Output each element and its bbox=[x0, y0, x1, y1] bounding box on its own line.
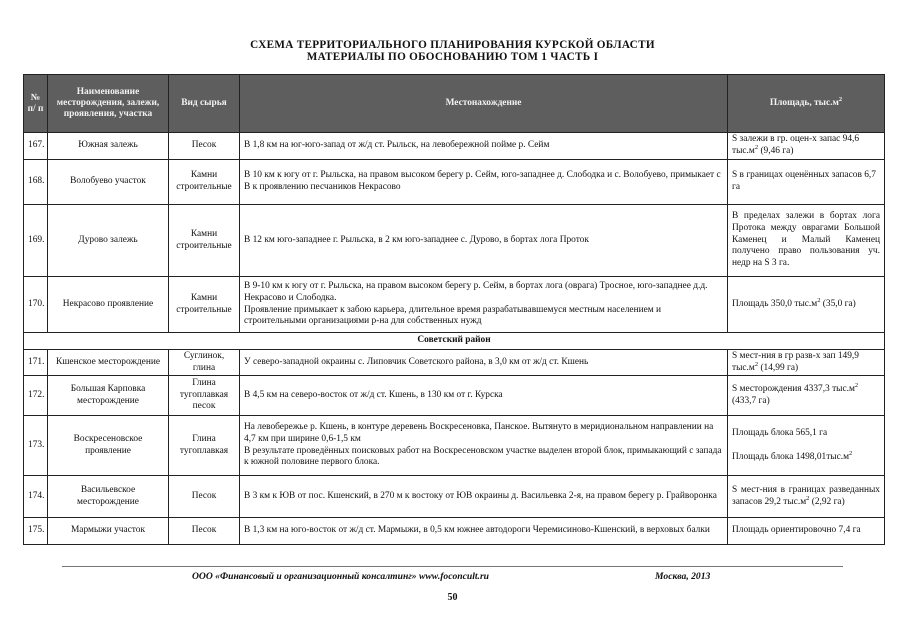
row-num: 171. bbox=[24, 350, 48, 376]
col-header-type: Вид сырья bbox=[169, 75, 240, 133]
section-row bbox=[24, 333, 885, 350]
table-row bbox=[24, 205, 885, 277]
row-area bbox=[728, 416, 885, 476]
row-type: Камни строительные bbox=[169, 160, 240, 205]
row-name: Волобуево участок bbox=[48, 160, 169, 205]
area-line: Площадь блока $1498,01тыс.м^2$ bbox=[732, 449, 853, 462]
table-header-row bbox=[24, 75, 885, 133]
document-subtitle: МАТЕРИАЛЫ ПО ОБОСНОВАНИЮ ТОМ 1 ЧАСТЬ I bbox=[306, 51, 599, 63]
location-line: В результате проведённых поисковых работ на Воскресеновском участке выделен второй блок, примыкающий с запада к южной половине первого блока. bbox=[244, 445, 722, 468]
row-type: Глина тугоплавкая bbox=[169, 416, 240, 476]
row-num: 175. bbox=[24, 518, 48, 545]
footer-organization: ООО «Финансовый и организационный консалтинг» www.foconcult.ru bbox=[192, 571, 490, 582]
row-area: S мест-ния в границах разведанных запасов 29,2 $тыс.м^2$ (2,92 га) bbox=[728, 476, 885, 518]
row-type: Глина тугоплавкая песок bbox=[169, 376, 240, 416]
row-num: 167. bbox=[24, 133, 48, 160]
row-location bbox=[240, 416, 728, 476]
row-name: Южная залежь bbox=[48, 133, 169, 160]
row-area: Площадь ориентировочно 7,4 га bbox=[728, 518, 885, 545]
row-area: S месторождения 4337,3 $тыс.м^2$ (433,7 га) bbox=[728, 376, 885, 416]
row-location: В 1,8 км на юг-юго-запад от ж/д ст. Рыльск, на левобережной пойме р. Сейм bbox=[240, 133, 728, 160]
row-area: В пределах залежи в бортах лога Протока между оврагами Большой Каменец и Малый Каменец получено право пользования уч. недр на S 3 га. bbox=[728, 205, 885, 277]
row-area: S залежи в гр. оцен-х запас 94,6 $тыс.м^2$ (9,46 га) bbox=[728, 133, 885, 160]
row-type: Камни строительные bbox=[169, 277, 240, 333]
row-location: В 1,3 км на юго-восток от ж/д ст. Мармыжи, в 0,5 км южнее автодороги Черемисиново-Кшенский, в верховых балки bbox=[240, 518, 728, 545]
footer-city-year: Москва, 2013 bbox=[655, 571, 711, 582]
location-line: В 9-10 км к югу от г. Рыльска, на правом высоком берегу р. Сейм, в бортах лога (оврага) Тросное, юго-западнее д.д. Некрасово и Слободка. bbox=[244, 280, 708, 303]
location-line: Проявление примыкает к забою карьера, длительное время разрабатывавшемуся местным населением и строительными организациями р-на для собственных нужд bbox=[244, 304, 662, 327]
row-type: Песок bbox=[169, 133, 240, 160]
row-area: S в границах оценённых запасов 6,7 га bbox=[728, 160, 885, 205]
col-header-location: Местонахождение bbox=[240, 75, 728, 133]
table-row bbox=[24, 518, 885, 545]
row-name: Мармыжи участок bbox=[48, 518, 169, 545]
row-num: 174. bbox=[24, 476, 48, 518]
table-row bbox=[24, 277, 885, 333]
section-title: Советский район bbox=[24, 333, 885, 350]
row-type: Суглинок, глина bbox=[169, 350, 240, 376]
row-num: 169. bbox=[24, 205, 48, 277]
row-type: Камни строительные bbox=[169, 205, 240, 277]
area-line: Площадь блока 565,1 га bbox=[732, 427, 828, 438]
row-num: 172. bbox=[24, 376, 48, 416]
col-header-num: № п/ п bbox=[24, 75, 48, 133]
col-header-name: Наименование месторождения, залежи, проявления, участка bbox=[48, 75, 169, 133]
row-name: Большая Карповка месторождение bbox=[48, 376, 169, 416]
row-location bbox=[240, 277, 728, 333]
document-title: СХЕМА ТЕРРИТОРИАЛЬНОГО ПЛАНИРОВАНИЯ КУРСКОЙ ОБЛАСТИ bbox=[250, 39, 655, 51]
table-row bbox=[24, 376, 885, 416]
location-line: На левобережье р. Кшень, в контуре деревень Воскресеновка, Панское. Вытянуто в меридиональном направлении на 4,7 км при ширине 0,6-1,5 км bbox=[244, 421, 714, 444]
row-num: 168. bbox=[24, 160, 48, 205]
table-row bbox=[24, 350, 885, 376]
table-row bbox=[24, 416, 885, 476]
row-location: В 10 км к югу от г. Рыльска, на правом высоком берегу р. Сейм, юго-западнее д. Слободка и с. Волобуево, примыкает с В к проявлению песчаников Некрасово bbox=[240, 160, 728, 205]
row-name: Воскресеновское проявление bbox=[48, 416, 169, 476]
row-name: Дурово залежь bbox=[48, 205, 169, 277]
table-row bbox=[24, 476, 885, 518]
row-area: Площадь 350,0 $тыс.м^2$ (35,0 га) bbox=[728, 277, 885, 333]
page-number: 50 bbox=[447, 592, 458, 603]
row-name: Некрасово проявление bbox=[48, 277, 169, 333]
col-header-area: Площадь, $тыс.м^2$ bbox=[728, 75, 885, 133]
table-row bbox=[24, 133, 885, 160]
row-area: S мест-ния в гр разв-х зап 149,9 $тыс.м^2$ (14,99 га) bbox=[728, 350, 885, 376]
footer-divider bbox=[62, 566, 843, 567]
row-num: 173. bbox=[24, 416, 48, 476]
row-type: Песок bbox=[169, 476, 240, 518]
row-num: 170. bbox=[24, 277, 48, 333]
row-name: Кшенское месторождение bbox=[48, 350, 169, 376]
row-location: У северо-западной окраины с. Липовчик Советского района, в 3,0 км от ж/д ст. Кшень bbox=[240, 350, 728, 376]
table-row bbox=[24, 160, 885, 205]
row-location: В 12 км юго-западнее г. Рыльска, в 2 км юго-западнее с. Дурово, в бортах лога Проток bbox=[240, 205, 728, 277]
row-name: Васильевское месторождение bbox=[48, 476, 169, 518]
deposits-table bbox=[23, 74, 885, 545]
row-location: В 4,5 км на северо-восток от ж/д ст. Кшень, в 130 км от г. Курска bbox=[240, 376, 728, 416]
row-type: Песок bbox=[169, 518, 240, 545]
row-location: В 3 км к ЮВ от пос. Кшенский, в 270 м к востоку от ЮВ окраины д. Васильевка 2-я, на правом берегу р. Грайворонка bbox=[240, 476, 728, 518]
